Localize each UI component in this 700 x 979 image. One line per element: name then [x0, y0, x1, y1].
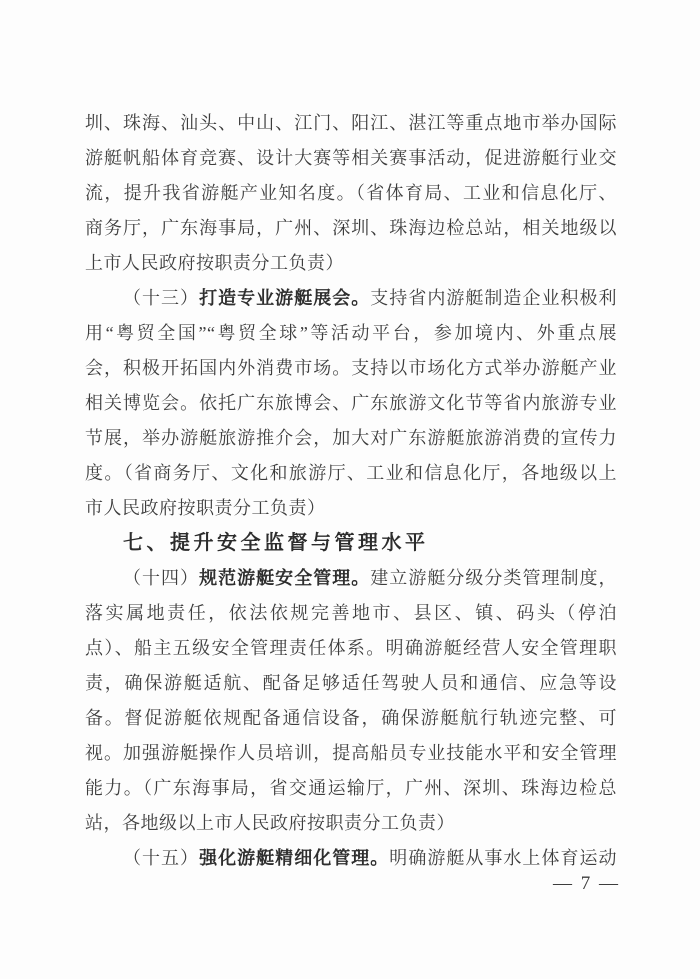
text-run: 商务厅，广东海事局，广州、深圳、珠海边检总站，相关地级以 — [85, 218, 617, 238]
item-title: 强化游艇精细化管理。 — [199, 848, 390, 868]
text-run: 备。督促游艇依规配备通信设备，确保游艇航行轨迹完整、可 — [85, 708, 617, 728]
document-body — [85, 106, 617, 876]
text-line — [85, 351, 617, 386]
text-run: 度。（省商务厅、文化和旅游厅、工业和信息化厅，各地级以上 — [85, 463, 617, 483]
text-line — [85, 736, 617, 771]
text-run: 游艇帆船体育竞赛、设计大赛等相关赛事活动，促进游艇行业交 — [85, 148, 617, 168]
text-line — [85, 281, 617, 316]
text-line — [85, 141, 617, 176]
text-line — [85, 771, 617, 806]
section-heading: 七、提升安全监督与管理水平 — [123, 532, 429, 554]
text-run: （十三） — [123, 288, 200, 308]
item-title: 规范游艇安全管理。 — [199, 568, 371, 588]
text-line — [85, 841, 617, 876]
text-line — [85, 701, 617, 736]
text-run: 站，各地级以上市人民政府按职责分工负责） — [85, 813, 455, 833]
text-line — [85, 561, 617, 596]
text-run: （十四） — [123, 568, 200, 588]
item-title: 打造专业游艇展会。 — [199, 288, 371, 308]
text-line — [85, 491, 617, 526]
text-line — [85, 666, 617, 701]
text-run: 支持省内游艇制造企业积极利 — [370, 288, 618, 308]
text-line — [85, 421, 617, 456]
text-line — [85, 631, 617, 666]
text-line — [85, 456, 617, 491]
text-run: 能力。（广东海事局，省交通运输厅，广州、深圳、珠海边检总 — [85, 778, 617, 798]
text-run: 市人民政府按职责分工负责） — [85, 498, 326, 518]
text-line — [85, 316, 617, 351]
text-run: 建立游艇分级分类管理制度， — [370, 568, 618, 588]
text-line — [85, 176, 617, 211]
text-line — [85, 211, 617, 246]
text-line — [85, 246, 617, 281]
text-run: （十五） — [123, 848, 200, 868]
text-run: 视。加强游艇操作人员培训，提高船员专业技能水平和安全管理 — [85, 743, 617, 763]
text-run: 上市人民政府按职责分工负责） — [85, 253, 344, 273]
text-run: 落实属地责任，依法依规完善地市、县区、镇、码头（停泊 — [85, 603, 617, 623]
text-line — [85, 386, 617, 421]
text-run: 用“粤贸全国”“粤贸全球”等活动平台，参加境内、外重点展 — [85, 323, 617, 343]
page-number: — 7 — — [553, 873, 620, 894]
text-run: 圳、珠海、汕头、中山、江门、阳江、湛江等重点地市举办国际 — [85, 113, 617, 133]
text-run: 会，积极开拓国内外消费市场。支持以市场化方式举办游艇产业 — [85, 358, 617, 378]
text-run: 流，提升我省游艇产业知名度。（省体育局、工业和信息化厅、 — [85, 183, 617, 203]
text-run: 相关博览会。依托广东旅博会、广东旅游文化节等省内旅游专业 — [85, 393, 617, 413]
text-run: 明确游艇从事水上体育运动 — [389, 848, 618, 868]
text-run: 点）、船主五级安全管理责任体系。明确游艇经营人安全管理职 — [85, 638, 617, 658]
text-line — [85, 596, 617, 631]
text-run: 责，确保游艇适航、配备足够适任驾驶人员和通信、应急等设 — [85, 673, 617, 693]
text-line — [85, 806, 617, 841]
text-line — [85, 106, 617, 141]
text-run: 节展，举办游艇旅游推介会，加大对广东游艇旅游消费的宣传力 — [85, 428, 617, 448]
